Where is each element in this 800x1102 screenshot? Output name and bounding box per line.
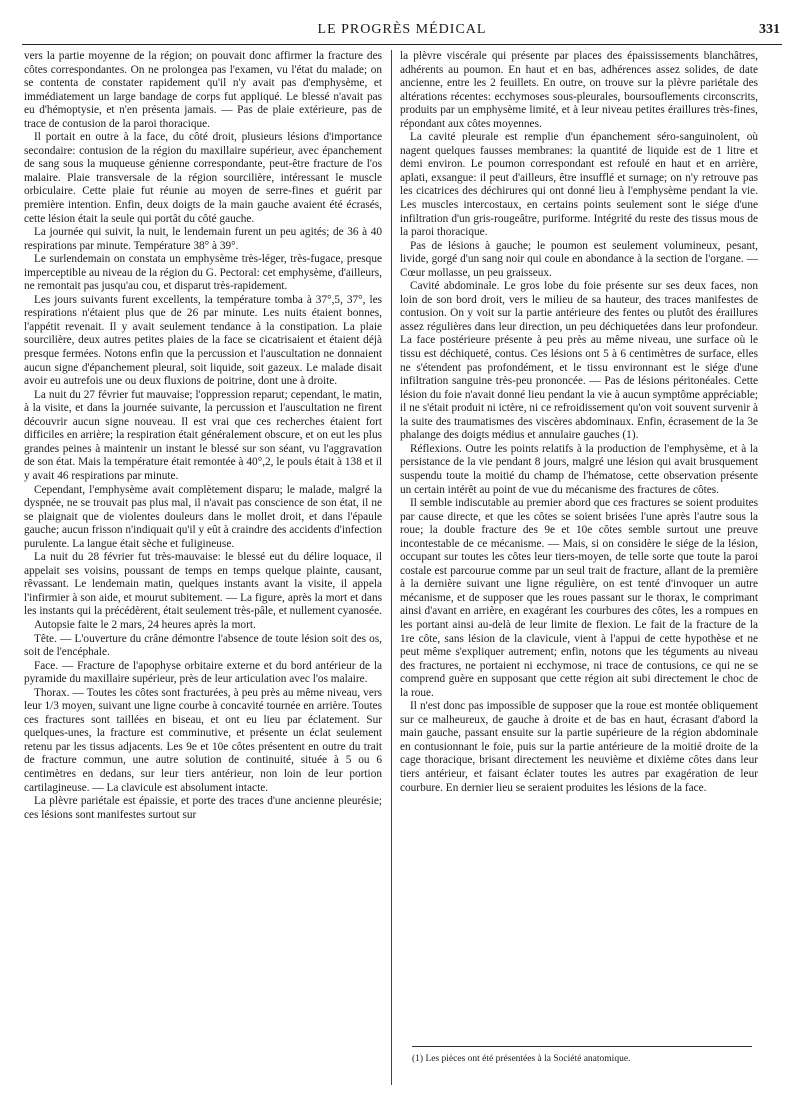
paragraph: la plèvre viscérale qui présente par places des épaississements blanchâtres, adhérents au poumon. En haut et en bas, adhérences assez solides, de date ancienne, entre les 2 feuillets. En outre, on trouve sur la plèvre pariétale des altérations récentes: ecchymoses sous-pleurales, boursouflements circonscrits, produits par un emphysème limité, et à leur niveau petites éraillures très-fines, répondant aux côtes moyennes. [400,50,758,130]
paragraph: La plèvre pariétale est épaissie, et porte des traces d'une ancienne pleurésie; ces lésions sont manifestes surtout sur [24,795,382,821]
paragraph: Cependant, l'emphysème avait complètement disparu; le malade, malgré la dyspnée, ne se trouvait pas plus mal, il n'avait pas conscience de son état, il ne se plaignait que de violentes douleurs dans le mollet droit, et dans l'épaule gauche; aucun frisson n'indiquait qu'il y eût à craindre des accidents d'infection purulente. La langue était sèche et fuligineuse. [24,483,382,550]
paragraph: Réflexions. Outre les points relatifs à la production de l'emphysème, et à la persistance de la vie pendant 8 jours, malgré une lésion qui avait brusquement suspendu toute la moitié du champ de l'hématose, cette observation présente un certain intérêt au point de vue du mécanisme des fractures de côtes. [400,442,758,496]
paragraph: Cavité abdominale. Le gros lobe du foie présente sur ses deux faces, non loin de son bord droit, vers le milieu de sa hauteur, des traces manifestes de contusion. On y voit sur la partie antérieure des fentes ou plutôt des éraillures assez régulières dans leur direction, un peu déchiquetées dans leur profondeur. La face postérieure présente à peu près au même niveau, une surface où le tissu est déchiqueté, contus. Ces lésions ont 5 à 6 centimètres de surface, elles ne s'étendent pas profondément, et le tissu environnant est le siége d'une infiltration sanguine très-peu prononcée. — Pas de lésions péritonéales. Cette lésion du foie n'avait donné lieu pendant la vie à aucun symptôme appréciable; il ne s'était produit ni ictère, ni ce refroidissement qu'on voit souvent survenir à la suite des traumatismes des viscères abdominaux. Enfin, écrasement de la 3e phalange des doigts médius et annulaire gauches (1). [400,280,758,442]
running-title: LE PROGRÈS MÉDICAL [317,22,487,37]
paragraph: Autopsie faite le 2 mars, 24 heures après la mort. [34,618,256,631]
paragraph: La journée qui suivit, la nuit, le lendemain furent un peu agités; de 36 à 40 respirations par minute. Température 38° à 39°. [24,226,382,252]
left-column [24,50,382,822]
paragraph: Le surlendemain on constata un emphysème très-léger, très-fugace, presque imperceptible au niveau de la région du G. Pectoral: cet emphysème, d'ailleurs, ne remontait pas jusqu'au cou, et disparut très-rapidement. [24,253,382,293]
column-divider [391,50,392,1085]
paragraph: vers la partie moyenne de la région; on pouvait donc affirmer la fracture des côtes correspondantes. On ne prolongea pas l'examen, vu l'état du malade; on se contenta de constater rapidement qu'il n'y avait pas d'emphysème, et immédiatement un large bandage de corps fut appliqué. Le blessé n'avait pas eu d'hémoptysie, et n'en présenta jamais. — Pas de plaie extérieure, pas de trace de contusion de la paroi thoracique. [24,50,382,130]
paragraph: Tête. — L'ouverture du crâne démontre l'absence de toute lésion soit des os, soit de l'encéphale. [24,632,382,659]
paragraph: Il portait en outre à la face, du côté droit, plusieurs lésions d'importance secondaire: contusion de la région du maxillaire supérieur, avec épanchement de sang sous la muqueuse génienne correspondante, peut-être fracture de l'os malaire. Plaie transversale de la région sourcilière, intéressant le muscle orbiculaire. Cette plaie fut réunie au moyen de serre-fines et guérit par première intention. Enfin, deux doigts de la main gauche avaient été écrasés, cette lésion était la seule qui portât du côté gauche. [24,131,382,225]
paragraph: La nuit du 28 février fut très-mauvaise: le blessé eut du délire loquace, il appelait ses voisins, poussant de temps en temps quelque plainte, causant, rêvassant. Le lendemain matin, quelques instants avant la visite, il appela l'infirmier à son aide, et mourut subitement. — La figure, après la mort et dans les instants qui la précédèrent, était seulement très-pâle, et nullement cyanosée. [24,551,382,618]
paragraph: Il semble indiscutable au premier abord que ces fractures se soient produites par cause directe, et que les côtes se soient brisées l'une après l'autre sous la roue; la double fracture des 9e et 10e côtes semble surtout une preuve incontestable de ce mécanisme. — Mais, si on considère le siége de la lésion, occupant sur toutes les côtes leur tiers-moyen, de telle sorte que toute la paroi costale est parcourue comme par un seul trait de fracture, allant de la première à la dernière suivant une ligne régulière, on est tenté d'invoquer un autre mécanisme, et de supposer que les roues passant sur le thorax, le comprimant ainsi d'avant en arrière, en exagérant les courbures des côtes, les a rompues en les portant ainsi au-delà de leur limite de flexion. Le fait de la fracture de la 1re côte, sans lésion de la clavicule, vient à l'appui de cette hypothèse et ne peut même s'expliquer autrement; enfin, notons que les téguments au niveau des fractures, ne portaient ni ecchymose, ni trace de contusions, ce qui ne se comprend guère en supposant que cette région ait subi directement le choc de la roue. [400,497,758,699]
right-column [400,50,758,795]
page-number: 331 [759,22,780,37]
footnote-rule [412,1046,752,1047]
paragraph: La nuit du 27 février fut mauvaise; l'oppression reparut; cependant, le matin, à la visite, et dans la journée suivante, la percussion et l'auscultation ne firent découvrir aucun signe nouveau. Il est vrai que ces recherches étaient fort difficiles en arrière; la respiration était généralement obscure, et on eut les plus grandes peines à maintenir un instant le blessé sur son séant, vu l'aggravation de son état. Mais la température était remontée à 40°,2, le pouls était à 138 et il y avait 46 respirations par minute. [24,388,382,482]
paragraph: Les jours suivants furent excellents, la température tomba à 37°,5, 37°, les respirations n'étaient plus que de 26 par minute. Les nuits étaient bonnes, l'appétit revenait. Il y avait seulement tendance à la constipation. La plaie sourcilière, deux autres petites plaies de la face se cicatrisaient et étaient déjà presque fermées. Notons enfin que la percussion et l'auscultation ne donnaient aucun signe d'épanchement pleural, soit liquide, soit gazeux. Le malade disait avoir eu autrefois une ou deux fluxions de poitrine, dont une à droite. [24,293,382,388]
paragraph: Face. — Fracture de l'apophyse orbitaire externe et du bord antérieur de la pyramide du maxillaire supérieur, près de leur articulation avec l'os malaire. [24,659,382,686]
paragraph: Thorax. — Toutes les côtes sont fracturées, à peu près au même niveau, vers leur 1/3 moyen, suivant une ligne courbe à concavité tournée en arrière. Toutes ces fractures sont taillées en biseau, et ont eu lieu par éclatement. Sur quelques-unes, la fracture est comminutive, et présente un éclat seulement retenu par les tissus adjacents. Les 9e et 10e côtes présentent en outre du trait de fracture commun, une autre solution de continuité, située à 5 ou 6 centimètres en dedans, sur leur tiers antérieur, non loin de leur portion cartilagineuse. — La clavicule est absolument intacte. [24,686,382,794]
paragraph: Il n'est donc pas impossible de supposer que la roue est montée obliquement sur ce malheureux, de gauche à droite et de bas en haut, écrasant d'abord la main gauche, passant ensuite sur la partie supérieure de la région abdominale en contusionnant le foie, puis sur la partie antérieure de la moitié droite de la cage thoracique, brisant directement les neuvième et dixième côtes dans leur tiers antérieur, et faisant éclater toutes les autres par exagération de leur courbure. En dernier lieu se seraient produites les lésions de la face. [400,700,758,794]
paragraph: La cavité pleurale est remplie d'un épanchement séro-sanguinolent, où nagent quelques fausses membranes: la quantité de liquide est de 1 litre et demi environ. Le poumon correspondant est refoulé en haut et en arrière, aplati, exsangue: il peut d'ailleurs, être insufflé et surnage; on n'y retrouve pas les cicatrices des déchirures qui ont donné lieu à l'emphysème pendant la vie. Les muscles intercostaux, en certains points seulement sont le siége d'une infiltration d'un gris-rougeâtre, puriforme. Intégrité du reste des tissus mous de la paroi thoracique. [400,131,758,239]
paragraph: Pas de lésions à gauche; le poumon est seulement volumineux, pesant, livide, gorgé d'un sang noir qui coule en abondance à la section de l'organe. — Cœur mollasse, un peu graisseux. [400,239,758,279]
footnote: (1) Les pièces ont été présentées à la Société anatomique. [412,1054,631,1064]
page-header [22,18,782,45]
